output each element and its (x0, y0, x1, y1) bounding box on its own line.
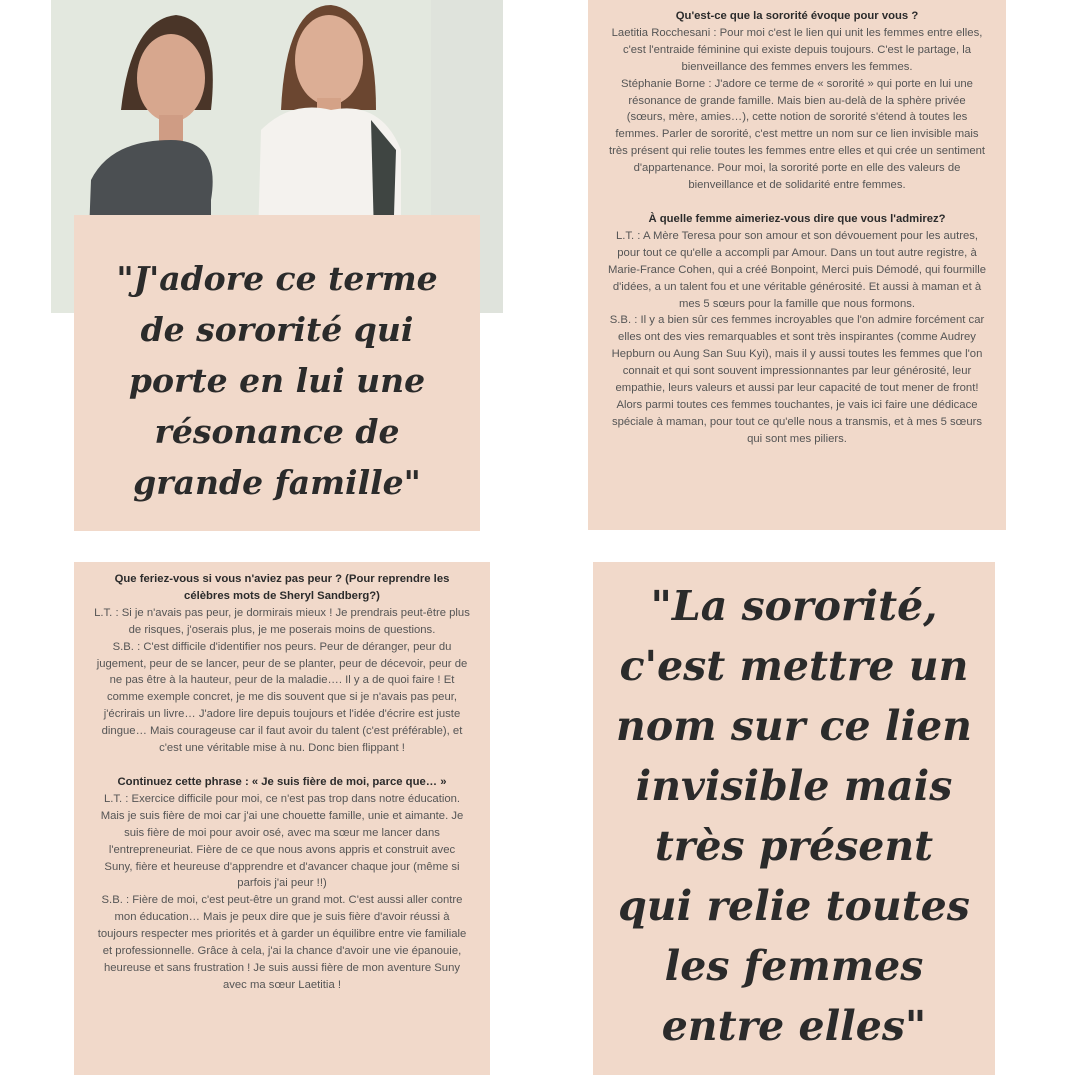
answer-lt-peur: L.T. : Si je n'avais pas peur, je dormirais mieux ! Je prendrais peut-être plus de risques, j'oserais plus, je me poserais moins de questions. (94, 606, 470, 636)
answer-sb-admiration: S.B. : Il y a bien sûr ces femmes incroyables que l'on admire forcément car elles ont des vies remarquables et sont très inspirantes (comme Audrey Hepburn ou Aung San Suu Kyi), mais il y aussi toutes les femmes que l'on connait et qui sont souvent impressionnantes par leur générosité, leur empathie, leurs valeurs et aussi par leur capacité de tout mener de front! Alors parmi toutes ces femmes touchantes, je vais ici faire une dédicace spéciale à maman, pour tout ce qu'elle nous a transmis, et à mes 5 sœurs qui sont mes piliers. (609, 314, 985, 445)
answer-sb-fierte: S.B. : Fière de moi, c'est peut-être un grand mot. C'est aussi aller contre mon éducation… Mais je peux dire que je suis fière d'avoir réussi à toujours respecter mes priorités et à garder un équilibre entre vie familiale et professionnelle. Grâce à cela, j'ai la chance d'avoir une vie épanouie, heureuse et sans frustration ! Je suis aussi fière de mon aventure Suny avec ma sœur Laetitia ! (97, 894, 467, 991)
question-admiration: À quelle femme aimeriez-vous dire que vous l'admirez? (648, 212, 946, 225)
pull-quote-1: "J'adore ce terme de sororité qui porte en lui une résonance de grande famille" (74, 215, 480, 531)
answer-lt-sororite: Laetitia Rocchesani : Pour moi c'est le lien qui unit les femmes entre elles, c'est l'entraide féminine qui existe depuis toujours. C'est le partage, la bienveillance des femmes envers les femmes. (611, 26, 983, 73)
answer-sb-sororite: Stéphanie Borne : J'adore ce terme de « sororité » qui porte en lui une résonance de grande famille. Mais bien au-delà de la sphère privée (sœurs, mère, amies…), cette notion de sororité s'étend à toutes les femmes. Parler de sororité, c'est mettre un nom sur ce lien invisible mais très présent qui relie toutes les femmes entre elles et qui crée un sentiment d'appartenance. Pour moi, la sororité porte en elle des valeurs de bienveillance et de solidarité entre femmes. (608, 77, 986, 192)
pull-quote-2: "La sororité, c'est mettre un nom sur ce lien invisible mais très présent qui relie toutes les femmes entre elles" (593, 562, 995, 1075)
answer-lt-fierte: L.T. : Exercice difficile pour moi, ce n'est pas trop dans notre éducation. Mais je suis fière de moi car j'ai une chouette famille, unie et aimante. Je suis fière de moi pour avoir osé, avec ma sœur me lancer dans l'entrepreneuriat. Fière de ce que nous avons appris et construit avec Suny, fière et heureuse d'apprendre et d'avancer chaque jour (même si parfois j'ai peur !!) (100, 792, 464, 890)
answer-sb-peur: S.B. : C'est difficile d'identifier nos peurs. Peur de déranger, peur du jugement, peur de se lancer, peur de se planter, peur de décevoir, peur de ne pas être à la hauteur, peur de la maladie…. Il y a de quoi faire ! Et comme exemple concret, je me dis souvent que si je n'avais pas peur, j'écrirais un livre… J'adore lire depuis toujours et l'idée d'écrire est juste dingue… Mais courageuse car il faut avoir du talent (c'est préférable), et c'est une véritable mise à nu. Donc bien flippant ! (96, 640, 468, 755)
answer-lt-admiration: L.T. : A Mère Teresa pour son amour et son dévouement pour les autres, pour tout ce qu'elle a accompli par Amour. Dans un tout autre registre, à Marie-France Cohen, qui a créé Bonpoint, Merci puis Démodé, qui fourmille d'idées, a un talent fou et une véritable générosité. Et aussi à maman et à mes 5 sœurs pour la famille que nous formons. (608, 229, 986, 310)
spacer (94, 757, 470, 774)
question-fierte: Continuez cette phrase : « Je suis fière de moi, parce que… » (117, 775, 447, 788)
spacer (608, 194, 986, 211)
interview-block-left (74, 562, 490, 1075)
question-peur: Que feriez-vous si vous n'aviez pas peur ? (Pour reprendre les célèbres mots de Sheryl Sandberg?) (114, 573, 450, 602)
question-sororite: Qu'est-ce que la sororité évoque pour vous ? (675, 10, 919, 22)
interview-block-right (588, 0, 1006, 530)
